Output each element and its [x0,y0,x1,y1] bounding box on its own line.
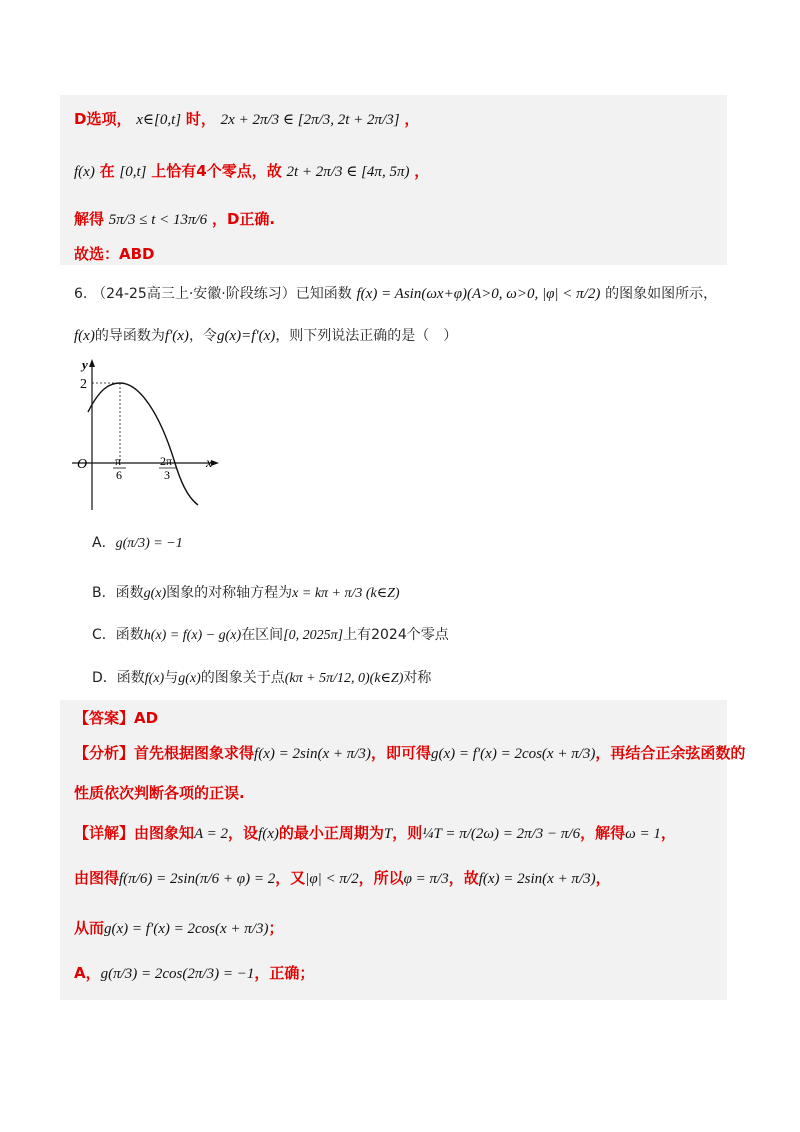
tick1-num: π [115,454,122,468]
option-d: D．函数f(x)与g(x)的图象关于点(kπ + 5π/12, 0)(k∈Z)对称 [92,670,432,686]
y-label: y [82,357,88,372]
option-b: B．函数g(x)图象的对称轴方程为x = kπ + π/3 (k∈Z) [92,585,400,601]
answer-line: 【答案】AD [74,709,159,727]
sine-curve [88,383,198,505]
option-c: C．函数h(x) = f(x) − g(x)在区间[0, 2025π]上有2024个零点 [92,627,449,643]
detail-line-2: 由图得f(π/6) = 2sin(π/6 + φ) = 2，又|φ| < π/2，所以φ = π/3，故f(x) = 2sin(x + π/3)， [74,869,611,887]
analysis-line-2: 性质依次判断各项的正误. [74,784,245,802]
zeros-line: f(x) 在 [0,t] 上恰有4个零点，故 2t + 2π/3 ∈ [4π, 5π) ， [74,162,430,180]
origin-label: O [77,457,88,472]
d-option-line: D选项， x∈[0,t] 时， 2x + 2π/3 ∈ [2π/3, 2t + 2π/3] ， [74,110,420,128]
y-axis-arrow [89,359,95,367]
analysis-line-1: 【分析】首先根据图象求得f(x) = 2sin(x + π/3)，即可得g(x) = f′(x) = 2cos(x + π/3)，再结合正余弦函数的 [74,744,746,762]
choose-line: 故选：ABD [74,245,155,263]
tick2-den: 3 [164,468,170,482]
question-line-1: 6. （24-25高三上·安徽·阶段练习）已知函数 f(x) = Asin(ωx+φ)(A>0, ω>0, |φ| < π/2) 的图象如图所示， [74,286,718,302]
tick2-num: 2π [160,454,173,468]
question-line-2: f(x)的导函数为f′(x)，令g(x)=f′(x)，则下列说法正确的是（ ） [74,328,458,344]
solve-line: 解得 5π/3 ≤ t < 13π/6 ，D正确. [74,210,276,228]
function-graph [70,355,230,515]
max-label: 2 [80,377,87,392]
tick1-den: 6 [116,468,122,482]
x-label: x [206,456,213,471]
option-a: A．g(π/3) = −1 [92,535,183,551]
detail-line-4: A，g(π/3) = 2cos(2π/3) = −1，正确； [74,964,315,982]
detail-line-1: 【详解】由图象知A = 2，设f(x)的最小正周期为T，则¼T = π/(2ω) = 2π/3 − π/6，解得ω = 1， [74,824,676,842]
detail-line-3: 从而g(x) = f′(x) = 2cos(x + π/3)； [74,919,284,937]
